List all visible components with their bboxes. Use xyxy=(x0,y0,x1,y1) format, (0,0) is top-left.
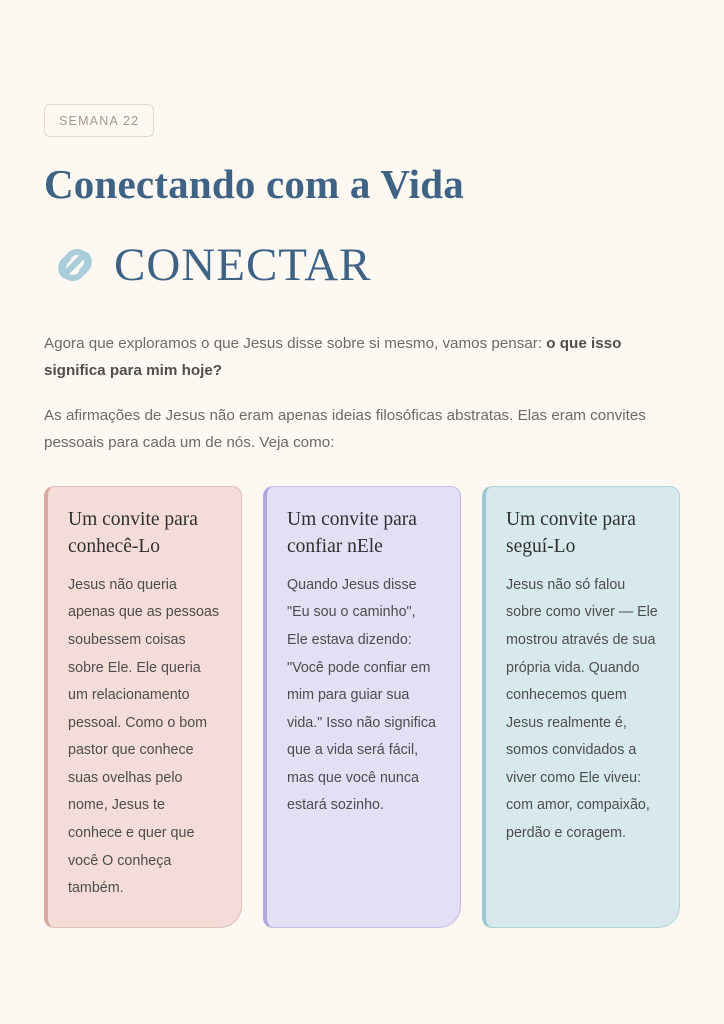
card-title: Um convite para seguí-Lo xyxy=(506,509,636,557)
card-body: Jesus não só falou sobre como viver — Ele mostrou através de sua própria vida. Quando conhecemos quem Jesus realmente é, somos convidados a viver como Ele viveu: com amor, compaixão, perdão e coragem. xyxy=(506,576,658,842)
section-header xyxy=(44,230,680,300)
card-body: Jesus não queria apenas que as pessoas soubessem coisas sobre Ele. Ele queria um relacionamento pessoal. Como o bom pastor que conhece suas ovelhas pelo nome, Jesus te conhece e quer que você O conheça também. xyxy=(68,576,220,897)
card-invite-to-follow xyxy=(482,486,680,928)
card-invite-to-trust xyxy=(263,486,461,928)
intro-paragraph-1 xyxy=(44,330,664,384)
card-title: Um convite para conhecê-Lo xyxy=(68,509,198,557)
card-body: Quando Jesus disse "Eu sou o caminho", Ele estava dizendo: "Você pode confiar em mim para guiar sua vida." Isso não significa que a vida será fácil, mas que você nunca estará sozinho. xyxy=(287,576,436,814)
card-title: Um convite para confiar nEle xyxy=(287,509,417,557)
section-title: CONECTAR xyxy=(114,238,372,291)
intro-paragraph-1-lead: Agora que exploramos o que Jesus disse sobre si mesmo, vamos pensar: xyxy=(44,335,547,352)
week-badge: SEMANA 22 xyxy=(44,104,154,137)
page-title: Conectando com a Vida xyxy=(44,161,464,207)
intro-paragraph-1-emphasis: o que isso significa para mim hoje? xyxy=(44,335,622,380)
card-invite-to-know xyxy=(44,486,242,928)
invitation-cards xyxy=(44,486,680,928)
intro-paragraph-2: As afirmações de Jesus não eram apenas ideias filosóficas abstratas. Elas eram convites pessoais para cada um de nós. Veja como: xyxy=(44,407,646,452)
link-icon xyxy=(44,237,106,293)
